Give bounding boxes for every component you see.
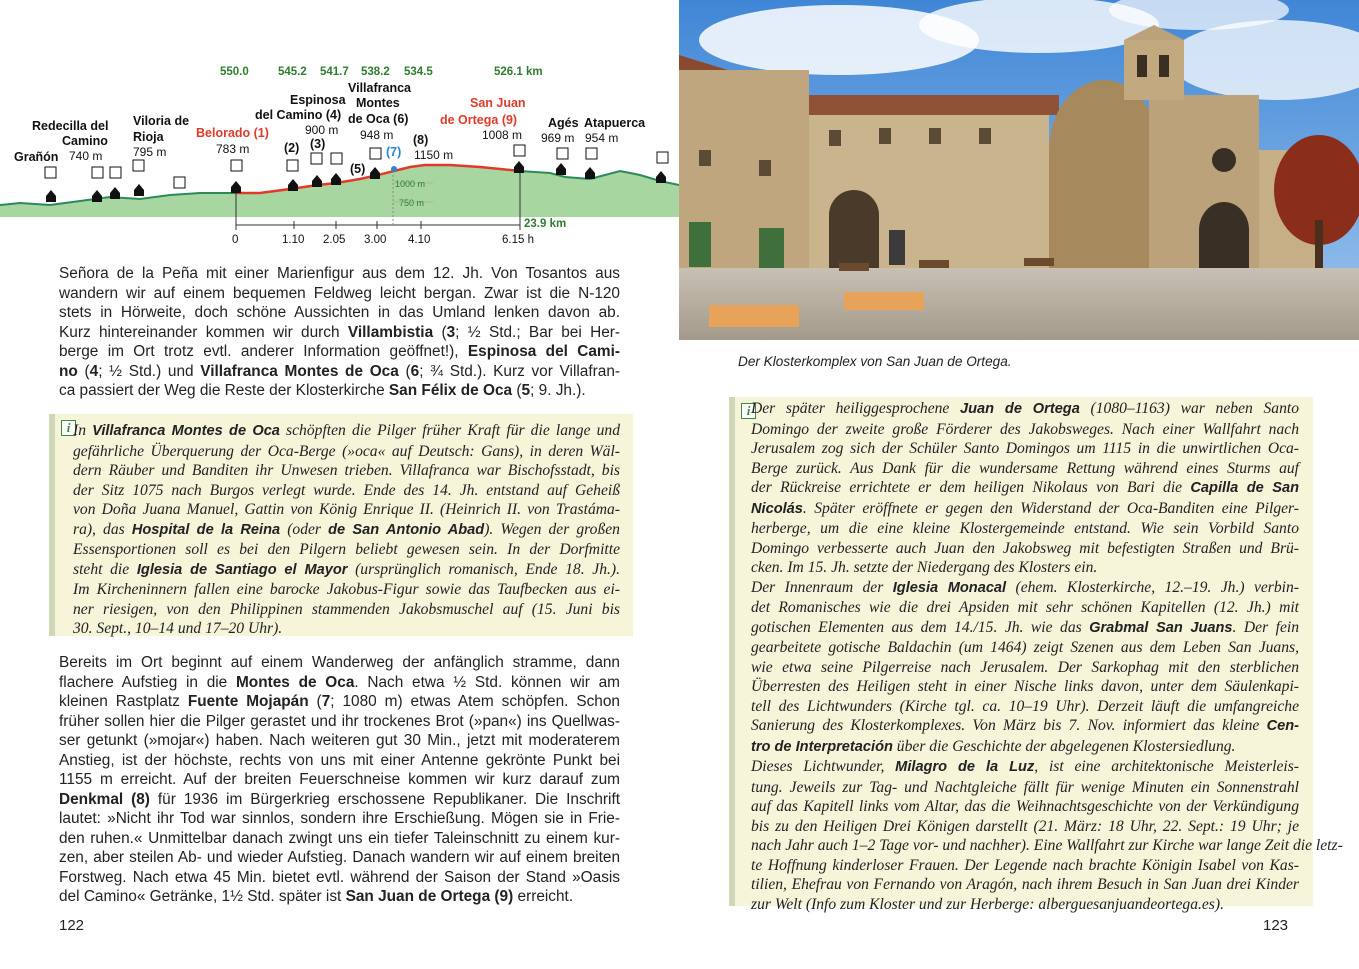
text-line: lautet: »Nicht ihr Tod war sinnlos, sondern ihre Erschießung. Mögen sie in Frie- — [59, 810, 620, 827]
elevation-profile — [0, 55, 679, 255]
text-line: ca passiert der Weg die Reste der Klosterkirche San Félix de Oca (5; 9. Jh.). — [59, 382, 586, 399]
hostel-icon — [586, 148, 597, 159]
village-icon — [656, 171, 666, 183]
place-redecilla: Redecilla del — [32, 119, 109, 133]
text-line: ner riesigen, von den Philippinen stammenden Jakobsmuschel auf (15. Juni bis — [73, 600, 620, 618]
place-8: (8) — [413, 133, 429, 147]
bar-icon — [514, 145, 525, 156]
alt-ages: 969 m — [541, 131, 575, 145]
text-line: te Hoffnung kinderloser Frauen. Der Legende nach brachte Königin Isabel von Kas- — [751, 856, 1299, 874]
place-villafranca-3: de Oca (6) — [348, 112, 409, 126]
text-line: det Romanisches wie die drei Apsiden mit sehr schönen Kapitellen (12. Jh.) mit — [751, 599, 1299, 616]
place-villafranca-2: Montes — [356, 96, 400, 110]
distance-label: 550.0 — [220, 66, 249, 78]
text-line: stets in Hörweite, doch schöne Aussichten in das Umland lenken davon ab. — [59, 304, 620, 321]
distance-label: 526.1 km — [494, 66, 543, 78]
text-line: Domingo verbesserte auch Juan den Jakobsweg mit befestigten Straßen und Brü- — [751, 539, 1299, 557]
place-sanjuan: San Juan — [470, 96, 526, 110]
text-line: In Villafranca Montes de Oca schöpften die Pilger früher Kraft für die lange und — [73, 422, 621, 439]
place-belorado: Belorado (1) — [196, 126, 269, 140]
alt-viloria: 795 m — [133, 145, 167, 159]
text-line: den ruhen.« Unmittelbar danach zwingt uns ein tiefer Taleinschnitt zu einem kur- — [59, 829, 620, 847]
hostel-icon — [657, 152, 668, 163]
marker-3: (3) — [310, 137, 326, 151]
hostel-icon — [110, 167, 121, 178]
text-line: wandern wir auf einem bequemen Feldweg leicht bergan. Zwar ist die N-120 — [59, 284, 620, 302]
text-line: auf das Kapitell links vom Altar, das die Weihnachtsgeschichte von der Verkündigung — [751, 798, 1299, 815]
time-tick: 3.00 — [364, 234, 387, 246]
text-line: Sanierung des Klosterkomplexes. Von März bis 7. Nov. informiert das kleine Cen- — [751, 717, 1299, 734]
text-line: Anstieg, ist der höchste, rechts von uns mit einer Antenne gekrönte Punkt bei — [59, 751, 620, 769]
body-text-2 — [59, 653, 620, 907]
hostel-icon — [557, 148, 568, 159]
text-line: Essensportionen soll es bei den Pilgern beliebt gewesen sein. In der Dorfmitte — [73, 541, 620, 558]
time-tick: 1.10 — [282, 234, 305, 246]
distance-label: 534.5 — [404, 66, 433, 78]
alt-espinosa: 900 m — [305, 123, 339, 137]
text-line: früher sollen hier die Pilger gerastet und ihr trockenes Brot (»pan«) ins Quellwas- — [59, 712, 620, 730]
bar-icon — [331, 153, 342, 164]
village-icon — [110, 187, 120, 199]
time-tick: 0 — [232, 234, 239, 246]
text-line: Berge zurück. Aus Dank für die wundersame Rettung während eines Sturms auf — [751, 459, 1299, 477]
text-line: 1155 m erreicht. Auf der breiten Feuerschneise kommen wir kurz darauf zum — [59, 771, 620, 788]
place-redecilla-2: Camino — [62, 134, 108, 148]
page-number-left: 122 — [59, 917, 85, 934]
text-line: zen, aber steilen Ab- und wieder Aufstieg. Danach wandern wir auf einem breiten — [59, 849, 620, 866]
elevation-1000: 1000 m — [395, 179, 426, 189]
village-icon — [92, 190, 102, 202]
text-line: tro de Interpretación über die Geschichte der abgelegenen Klostersiedlung. — [751, 737, 1236, 755]
text-line: Bereits im Ort beginnt auf einem Wanderweg der anfänglich stramme, dann — [59, 654, 620, 671]
place-atapuerca: Atapuerca — [584, 116, 646, 130]
village-icon — [514, 161, 524, 173]
time-tick: 6.15 h — [502, 234, 534, 246]
text-line: der Rückreise errichtete er dem heiligen Nikolaus von Bari die Capilla de San — [751, 479, 1299, 496]
village-icon — [331, 173, 341, 185]
place-espinosa: Espinosa — [290, 93, 346, 107]
village-icon — [134, 184, 144, 196]
text-line: bis zu den Heiligen Drei Königen darstellt (21. März: 18 Uhr, 22. Sept.: 19 Uhr; je — [751, 817, 1299, 835]
alt-redecilla: 740 m — [69, 149, 103, 163]
text-line: Nicolás. Später eröffnete er gegen den Widerstand der Oca-Banditen eine Pilger- — [751, 499, 1299, 517]
time-tick: 4.10 — [408, 234, 431, 246]
text-line: gotischen Elementen aus dem 14./15. Jh. wie das Grabmal San Juans. Der fein — [751, 618, 1299, 636]
text-line: del Camino« Getränke, 1½ Std. später ist San Juan de Ortega (9) erreicht. — [59, 888, 574, 905]
place-ages: Agés — [548, 116, 579, 130]
marker-7: (7) — [386, 145, 402, 159]
text-line: herberge, um die eine kleine Klostergemeinde entstand. Wie sein Vorbild Santo — [751, 520, 1299, 537]
page-number-right: 123 — [1263, 917, 1289, 934]
bar-icon — [287, 160, 298, 171]
text-line: cken. Im 15. Jh. setzte der Niedergang des Klosters ein. — [751, 559, 1098, 576]
text-line: Der Innenraum der Iglesia Monacal (ehem. Klosterkirche, 12.–19. Jh.) verbin- — [751, 578, 1299, 596]
text-line: no (4; ½ Std.) und Villafranca Montes de Oca (6; ¾ Std.). Kurz vor Villafran- — [59, 362, 621, 380]
total-distance: 23.9 km — [524, 218, 567, 230]
hostel-icon — [133, 160, 144, 171]
text-line: wie etwa seine Pilgerreise nach Jerusalem. Der Sarkophag mit den sterblichen — [751, 658, 1299, 676]
text-line: flachere Aufstieg in die Montes de Oca. Nach etwa ½ Std. können wir am — [59, 673, 620, 691]
text-line: der Sitz 1075 nach Burgos verlegt wurde. Ende des 14. Jh. entstand auf Geheiß — [73, 481, 620, 499]
body-text-1 — [59, 264, 620, 401]
profile-ground-right — [520, 171, 679, 217]
hostel-icon — [45, 167, 56, 178]
hostel-icon — [174, 177, 185, 188]
village-icon — [370, 167, 380, 179]
text-line: Im Kircheninnern fallen eine barocke Jakobus-Figur sowie das Taufbecken aus ei- — [73, 581, 620, 598]
village-icon — [312, 175, 322, 187]
text-line: gefährliche Überquerung der Oca-Berge (»oca« auf Deutsch: Gans), in deren Wäl- — [73, 442, 620, 460]
text-line: ser getunkt (»mojar«) haben. Nach weiteren gut 30 Min., jetzt mit moderaterem — [59, 732, 620, 749]
distance-label: 541.7 — [320, 66, 349, 78]
text-line: Der später heiliggesprochene Juan de Ortega (1080–1163) war neben Santo — [751, 400, 1299, 417]
hostel-icon — [370, 148, 381, 159]
place-espinosa-2: del Camino (4) — [255, 108, 342, 122]
alt-belorado: 783 m — [216, 142, 250, 156]
place-sanjuan-2: de Ortega (9) — [440, 113, 518, 127]
place-viloria-2: Rioja — [133, 130, 164, 144]
village-icon — [231, 181, 241, 193]
place-villafranca: Villafranca — [348, 81, 412, 95]
monastery-photo — [679, 0, 1359, 340]
text-line: Überresten des Heiligen steht in einer Nische links davon, unter dem Säulenkapi- — [751, 678, 1299, 695]
text-line: Kurz hintereinander kommen wir durch Villambistia (3; ½ Std.; Bar bei Her- — [59, 323, 620, 341]
marker-2: (2) — [284, 141, 300, 155]
place-viloria: Viloria de — [133, 114, 190, 128]
text-line: tilien, Ehefrau von Fernando von Aragón, nach ihrem Besuch in San Juan drei Kinder — [751, 876, 1299, 893]
hostel-icon — [231, 160, 242, 171]
text-line: kleinen Rastplatz Fuente Mojapán (7; 1080 m) etwas Atem schöpfen. Schon — [59, 693, 620, 710]
elevation-750: 750 m — [399, 198, 425, 208]
alt-villafranca: 948 m — [360, 128, 394, 142]
text-line: nach Jahr auch 1–2 Tage vor- und nachher). Eine Wallfahrt zur Kirche war lange Zeit die letz- — [751, 837, 1343, 854]
text-line: steht die Iglesia de Santiago el Mayor (ursprünglich romanisch, Ende 18. Jh.). — [73, 560, 620, 578]
distance-label: 545.2 — [278, 66, 307, 78]
text-line: Domingo der zweite große Förderer des Jakobsweges. Nach einer Wallfahrt nach — [751, 420, 1299, 438]
text-line: Señora de la Peña mit einer Marienfigur aus dem 12. Jh. Von Tosantos aus — [59, 265, 620, 282]
text-line: ra), das Hospital de la Reina (oder de San Antonio Abad). Wegen der großen — [73, 520, 620, 538]
village-icon — [585, 167, 595, 179]
village-icon — [288, 179, 298, 191]
text-line: 30. Sept., 10–14 und 17–20 Uhr). — [73, 620, 283, 637]
alt-atapuerca: 954 m — [585, 131, 619, 145]
marker-5: (5) — [350, 162, 366, 176]
bar-icon — [311, 153, 322, 164]
hostel-icon — [92, 167, 103, 178]
text-line: Jerusalem zog sich der Schüler Santo Domingos um 1115 in die unwirtlichen Oca- — [751, 440, 1299, 457]
photo-caption: Der Klosterkomplex von San Juan de Ortega. — [738, 354, 1012, 369]
distance-label: 538.2 — [361, 66, 390, 78]
alt-sanjuan: 1008 m — [482, 128, 523, 142]
village-icon — [46, 190, 56, 202]
info-text-juan-de-ortega — [751, 399, 1343, 914]
text-line: Denkmal (8) für 1936 im Bürgerkrieg erschossene Republikaner. Die Inschrift — [59, 790, 620, 808]
text-line: tell des Lichtwunders (Kirche tgl. ca. 10–19 Uhr). Derzeit läuft die umfangreiche — [751, 697, 1299, 715]
info-icon: i — [741, 403, 756, 419]
village-icon — [556, 163, 566, 175]
text-line: Dieses Lichtwunder, Milagro de la Luz, ist eine architektonische Meisterleis- — [751, 758, 1299, 775]
left-page — [0, 0, 679, 969]
text-line: berge im Ort trotz evtl. anderer Information geöffnet!), Espinosa del Cami- — [59, 343, 621, 360]
info-text-villafranca — [73, 421, 620, 639]
place-granon: Grañón — [14, 150, 59, 164]
text-line: dern Räuber und Banditen ihr Unwesen trieben. Villafranca war Bischofsstadt, bis — [73, 462, 620, 479]
time-tick: 2.05 — [323, 234, 346, 246]
info-icon: i — [61, 420, 76, 436]
right-page — [679, 0, 1359, 969]
text-line: tung. Jeweils zur Tag- und Nachtgleiche fällt für wenige Minuten ein Sonnenstrahl — [751, 778, 1299, 796]
text-line: zur Welt (Info zum Kloster und zur Herberge: alberguesanjuandeortega.es). — [751, 895, 1224, 913]
fountain-icon — [391, 166, 397, 172]
alt-8: 1150 m — [414, 148, 454, 162]
text-line: Forstweg. Nach etwa 45 Min. bietet evtl. während der Saison der Stand »Oasis — [59, 868, 620, 886]
text-line: gearbeitete gotische Baldachin (um 1464) zeigt Szenen aus dem Leben San Juans, — [751, 639, 1299, 656]
text-line: von Doña Juana Manuel, Gattin von König Enrique II. (Heinrich II. von Trastáma- — [73, 501, 620, 518]
